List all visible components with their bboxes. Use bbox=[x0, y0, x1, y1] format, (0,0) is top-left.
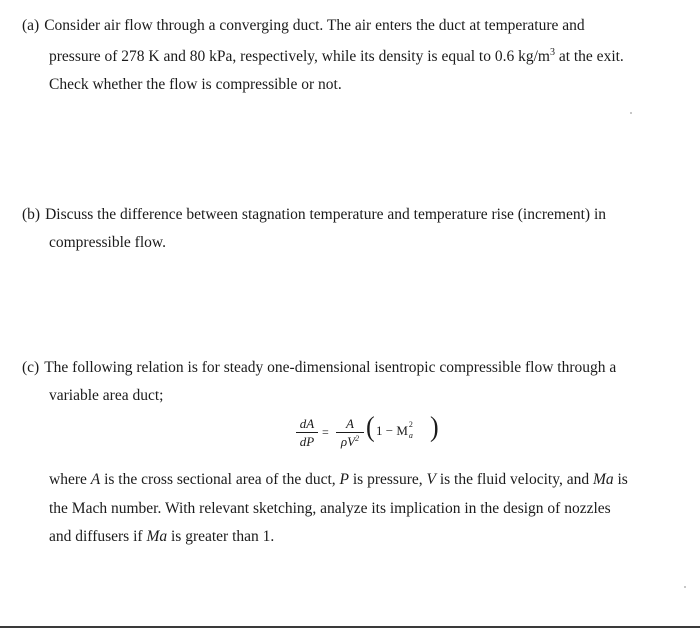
question-c-line-1 bbox=[22, 358, 616, 378]
rho-v-text: ρV bbox=[340, 434, 356, 449]
question-a-line-2 bbox=[49, 47, 624, 67]
question-c-text-1: The following relation is for steady one-dimensional isentropic compressible flow through a bbox=[44, 359, 617, 376]
fraction-numerator-dA: dA bbox=[299, 416, 315, 431]
variable-Ma: Ma bbox=[146, 528, 168, 545]
where-text-velocity: is the fluid velocity, and bbox=[435, 471, 593, 488]
question-c-text-5-end: is greater than 1. bbox=[167, 528, 275, 545]
fraction-bar bbox=[296, 432, 318, 433]
variable-P: P bbox=[339, 471, 349, 488]
variable-Ma: Ma bbox=[592, 471, 614, 488]
question-a-line-3 bbox=[49, 75, 342, 95]
question-c-text-5: and diffusers if bbox=[49, 528, 147, 545]
question-a-text-1: Consider air flow through a converging duct. The air enters the duct at temperature and bbox=[44, 17, 585, 34]
superscript-2: 2 bbox=[355, 434, 360, 443]
mach-subscript-a: a bbox=[408, 431, 413, 440]
question-c-line-4 bbox=[49, 499, 611, 519]
fraction-bar bbox=[336, 432, 364, 433]
question-b-label: (b) bbox=[22, 206, 41, 223]
open-parenthesis: ( bbox=[366, 410, 375, 443]
question-a-label: (a) bbox=[22, 17, 40, 34]
question-c-line-3 bbox=[49, 470, 628, 490]
fraction-dA-dP bbox=[296, 416, 318, 449]
question-c-text-4: the Mach number. With relevant sketching, analyze its implication in the design of nozzles bbox=[49, 500, 611, 517]
where-text: where bbox=[49, 471, 91, 488]
scan-speck bbox=[630, 112, 632, 114]
one-minus-m-text: 1 − M bbox=[376, 423, 408, 438]
question-a-text-3: Check whether the flow is compressible or not. bbox=[49, 76, 342, 93]
fraction-denominator-rhoV2 bbox=[336, 434, 364, 449]
variable-V: V bbox=[426, 471, 436, 488]
fraction-denominator-dP: dP bbox=[299, 434, 315, 449]
one-minus-mach-squared bbox=[376, 420, 415, 440]
variable-A: A bbox=[90, 471, 101, 488]
question-a-text-2-end: at the exit. bbox=[554, 48, 624, 65]
question-b-line-2 bbox=[49, 233, 166, 253]
where-text-pressure: is pressure, bbox=[349, 471, 427, 488]
question-a-line-1 bbox=[22, 16, 585, 36]
area-velocity-equation bbox=[296, 408, 496, 458]
mach-scripts bbox=[408, 420, 415, 440]
mach-superscript-2: 2 bbox=[408, 420, 413, 429]
scan-speck bbox=[684, 586, 686, 588]
question-c-text-2: variable area duct; bbox=[49, 387, 164, 404]
superscript-3: 3 bbox=[549, 47, 555, 58]
question-c-line-2 bbox=[49, 386, 163, 406]
question-c-label: (c) bbox=[22, 359, 40, 376]
where-text-area: is the cross sectional area of the duct, bbox=[100, 471, 340, 488]
page-bottom-rule bbox=[0, 626, 700, 628]
equals-sign: = bbox=[322, 425, 329, 439]
fraction-numerator-A: A bbox=[346, 416, 354, 431]
question-b-text-1: Discuss the difference between stagnation temperature and temperature rise (increment) in bbox=[45, 206, 606, 223]
fraction-A-rhoV2 bbox=[336, 416, 364, 449]
question-c-line-5 bbox=[49, 527, 274, 547]
question-a-text-2: pressure of 278 K and 80 kPa, respectively, while its density is equal to 0.6 kg/m bbox=[49, 48, 550, 65]
close-parenthesis: ) bbox=[430, 410, 439, 443]
where-text-end: is bbox=[613, 471, 628, 488]
question-b-text-2: compressible flow. bbox=[49, 234, 166, 251]
question-b-line-1 bbox=[22, 205, 606, 225]
